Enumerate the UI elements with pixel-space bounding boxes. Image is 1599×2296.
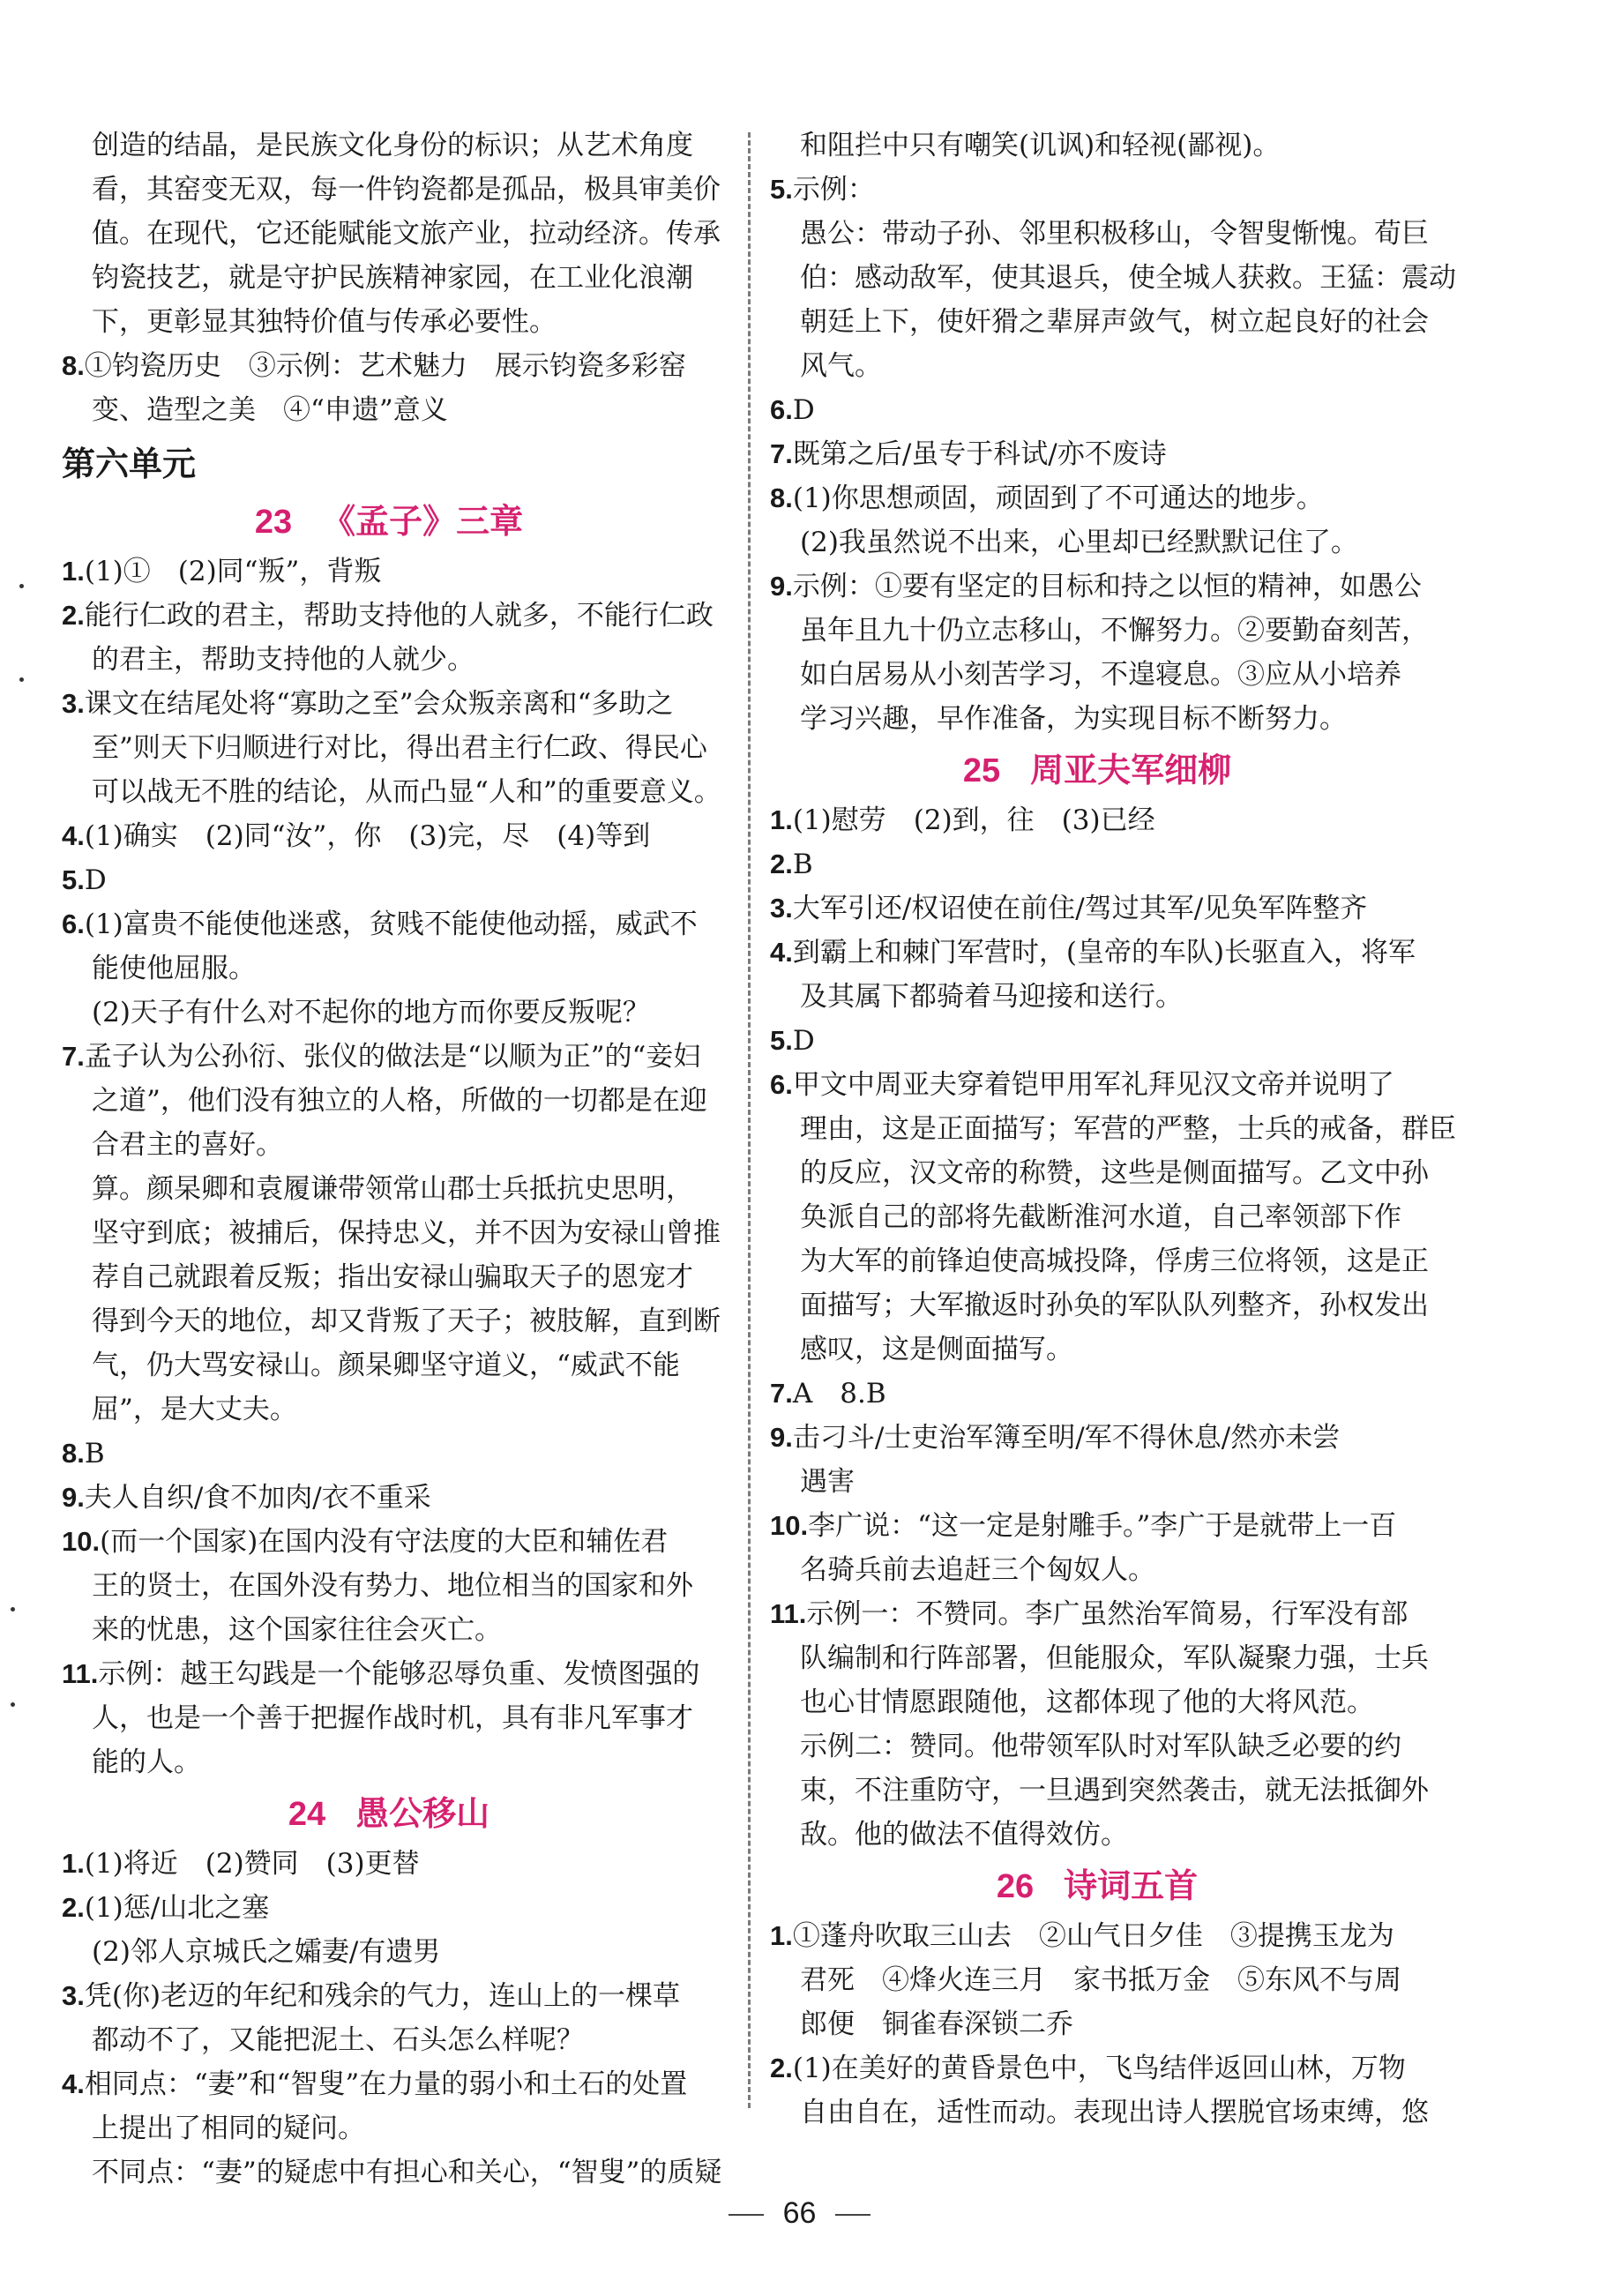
item-number: 3. [62, 1980, 85, 2011]
answer-item [62, 814, 716, 858]
answer-text: 理由，这是正面描写；军营的严整，士兵的戒备，群臣 [800, 1113, 1456, 1145]
answer-line [62, 1343, 716, 1387]
item-number: 10. [770, 1510, 809, 1541]
answer-line [62, 770, 721, 814]
answer-line [62, 1696, 716, 1740]
answer-text: 变、造型之美 ④“申遗”意义 [92, 394, 448, 426]
item-number: 3. [62, 688, 85, 719]
answer-text: D [84, 864, 107, 896]
answer-text: (1)在美好的黄昏景色中，飞鸟结伴返回山林，万物 [792, 2053, 1406, 2084]
answer-text: 大军引还/权诏使在前住/驾过其军/见奂军阵整齐 [792, 893, 1368, 924]
answer-line [62, 1123, 716, 1167]
answer-line [770, 520, 1424, 565]
answer-text: 愚公：带动子孙、邻里积极移山，令智叟惭愧。荀巨 [800, 218, 1429, 250]
answer-text: 束，不注重防守，一旦遇到突然袭击，就无法抵御外 [800, 1775, 1429, 1806]
item-number: 7. [62, 1041, 85, 1072]
answer-text: 伯：感动敌军，使其退兵，使全城人获救。王猛：震动 [800, 262, 1456, 294]
answer-text: (1)① (2)同“叛”，背叛 [84, 556, 382, 587]
answer-line [770, 2090, 1429, 2135]
answer-item [62, 550, 716, 594]
answer-text: 看，其窑变无双，每一件钧瓷都是孤品，极具审美价 [92, 174, 721, 206]
answer-line [770, 300, 1429, 344]
answer-text: 示例二：赞同。他带领军队时对军队缺乏必要的约 [800, 1731, 1401, 1762]
answer-line [62, 168, 721, 212]
margin-dot [11, 1702, 15, 1707]
answer-item [770, 565, 1424, 609]
section-title [770, 1860, 1424, 1912]
answer-text: D [792, 394, 815, 426]
answer-text: (而一个国家)在国内没有守法度的大臣和辅佐君 [100, 1526, 669, 1558]
answer-text: 的君主，帮助支持他的人就少。 [92, 644, 474, 676]
item-number: 5. [770, 174, 793, 205]
answer-text: 敌。他的做法不值得效仿。 [800, 1819, 1128, 1851]
page-footer [0, 2196, 1599, 2231]
answer-text: 朝廷上下，使奸猾之辈屏声敛气，树立起良好的社会 [800, 306, 1429, 338]
answer-item [62, 1035, 716, 1079]
right-column [770, 123, 1456, 2135]
item-number: 5. [770, 1025, 793, 1056]
answer-item [62, 682, 716, 726]
item-number: 3. [770, 893, 793, 924]
answer-text: (1)你思想顽固，顽固到了不可通达的地步。 [792, 482, 1324, 514]
answer-text: 能使他屈服。 [92, 953, 256, 984]
answer-line [770, 1195, 1424, 1239]
item-number: 9. [62, 1482, 85, 1513]
answer-text: 荐自己就跟着反叛；指出安禄山骗取天子的恩宠才 [92, 1261, 693, 1293]
answer-line [62, 1930, 716, 1974]
item-number: 7. [770, 1378, 793, 1409]
answer-item [62, 1432, 716, 1476]
answer-text: 之道”，他们没有独立的人格，所做的一切都是在迎 [92, 1085, 707, 1117]
answer-text: 及其属下都骑着马迎接和送行。 [800, 981, 1183, 1013]
answer-text: 都动不了，又能把泥土、石头怎么样呢？ [92, 2024, 584, 2056]
answer-line [770, 1283, 1429, 1327]
answer-line [770, 1460, 1424, 1504]
answer-text: 的反应，汉文帝的称赞，这些是侧面描写。乙文中孙 [800, 1157, 1429, 1189]
item-number: 11. [62, 1658, 99, 1689]
answer-item [62, 902, 716, 946]
answer-line [770, 975, 1424, 1019]
answer-text: B [792, 849, 813, 880]
answer-text: 自由自在，适性而动。表现出诗人摆脱官场束缚，悠 [800, 2097, 1429, 2128]
answer-text: 如白居易从小刻苦学习，不遑寝息。③应从小培养 [800, 659, 1401, 691]
answer-text: 甲文中周亚夫穿着铠甲用军礼拜见汉文帝并说明了 [792, 1069, 1394, 1101]
margin-dot [19, 677, 24, 682]
answer-text: 示例一：不赞同。李广虽然治军简易，行军没有部 [806, 1598, 1408, 1630]
answer-text: 屈”，是大丈夫。 [92, 1394, 297, 1425]
item-number: 6. [62, 909, 85, 939]
answer-line [62, 2018, 716, 2062]
answer-text: 得到今天的地位，却又背叛了天子；被肢解，直到断 [92, 1305, 721, 1337]
answer-line [62, 1079, 716, 1123]
answer-line [62, 726, 716, 770]
item-number: 5. [62, 864, 85, 895]
answer-item [62, 1974, 716, 2018]
answer-line [62, 991, 716, 1035]
footer-dash-right [835, 2214, 870, 2216]
answer-text: A 8.B [792, 1378, 886, 1410]
answer-item [770, 1592, 1424, 1636]
section-number: 24 [288, 1796, 326, 1833]
column-divider [748, 132, 751, 2108]
answer-item [62, 1842, 716, 1886]
answer-line [770, 1151, 1429, 1195]
answer-line [770, 1548, 1424, 1592]
answer-text: 奂派自己的部将先截断淮河水道，自己率领部下作 [800, 1201, 1401, 1233]
answer-text: 相同点：“妻”和“智叟”在力量的弱小和土石的处置 [84, 2068, 688, 2100]
answer-item [770, 931, 1424, 975]
answer-item [770, 168, 1424, 212]
answer-text: 人，也是一个善于把握作战时机，具有非凡军事才 [92, 1702, 693, 1734]
answer-text: 合君主的喜好。 [92, 1129, 283, 1161]
answer-item [62, 2062, 716, 2106]
answer-line [62, 638, 716, 682]
section-title-text: 《孟子》三章 [322, 502, 524, 541]
item-number: 1. [62, 1848, 85, 1879]
answer-text: 既第之后/虽专于科试/亦不废诗 [792, 438, 1167, 470]
answer-text: 击刁斗/士吏治军簿至明/军不得休息/然亦未尝 [792, 1422, 1341, 1454]
answer-text: (1)确实 (2)同“汝”，你 (3)完，尽 (4)等到 [84, 820, 651, 852]
margin-dot [19, 584, 24, 588]
answer-line [770, 653, 1424, 697]
section-title-text: 愚公移山 [355, 1794, 490, 1833]
answer-line [62, 1299, 721, 1343]
answer-text: 学习兴趣，早作准备，为实现目标不断努力。 [800, 703, 1347, 735]
answer-line [62, 1608, 716, 1652]
item-number: 8. [62, 1438, 85, 1469]
section-title-text: 周亚夫军细柳 [1030, 751, 1232, 789]
answer-text: (2)邻人京城氏之孀妻/有遗男 [92, 1936, 441, 1968]
answer-text: 上提出了相同的疑问。 [92, 2113, 365, 2144]
answer-line [62, 1740, 716, 1784]
answer-text: 到霸上和棘门军营时，(皇帝的车队)长驱直入，将军 [792, 937, 1416, 969]
answer-line [770, 1636, 1429, 1680]
item-number: 1. [770, 1920, 793, 1951]
answer-text: 下，更彰显其独特价值与传承必要性。 [92, 306, 557, 338]
footer-dash-left [729, 2214, 764, 2216]
item-number: 2. [770, 2053, 793, 2083]
item-number: 4. [770, 937, 793, 968]
answer-text: 示例： [792, 174, 875, 206]
section-number: 26 [996, 1868, 1035, 1905]
answer-text: 面描写；大军撤返时孙奂的军队队列整齐，孙权发出 [800, 1290, 1429, 1321]
answer-text: 孟子认为公孙衍、张仪的做法是“以顺为正”的“妾妇 [84, 1041, 701, 1073]
answer-item [62, 1886, 716, 1930]
answer-text: 名骑兵前去追赶三个匈奴人。 [800, 1554, 1155, 1586]
answer-text: ①钧瓷历史 ③示例：艺术魅力 展示钧瓷多彩窑 [84, 350, 686, 382]
answer-line [770, 1327, 1424, 1372]
answer-item [62, 1520, 716, 1564]
section-number: 23 [254, 504, 293, 541]
section-number: 25 [962, 752, 1001, 789]
answer-line [62, 1167, 716, 1211]
answer-line [770, 1724, 1424, 1769]
answer-text: 凭(你)老迈的年纪和残余的气力，连山上的一棵草 [84, 1980, 681, 2012]
answer-text: 气，仍大骂安禄山。颜杲卿坚守道义，“威武不能 [92, 1350, 680, 1381]
answer-line [62, 1255, 716, 1299]
answer-line [770, 344, 1424, 388]
answer-text: 可以战无不胜的结论，从而凸显“人和”的重要意义。 [92, 776, 721, 808]
answer-item [62, 1476, 716, 1520]
answer-text: 虽年且九十仍立志移山，不懈努力。②要勤奋刻苦， [800, 615, 1429, 647]
answer-text: 李广说：“这一定是射雕手。”李广于是就带上一百 [808, 1510, 1397, 1542]
answer-item [770, 842, 1424, 886]
answer-line [62, 300, 716, 344]
item-number: 2. [62, 600, 85, 631]
item-number: 4. [62, 820, 85, 851]
answer-text: 课文在结尾处将“寡助之至”会众叛亲离和“多助之 [84, 688, 674, 720]
answer-text: 和阻拦中只有嘲笑(讥讽)和轻视(鄙视)。 [800, 130, 1281, 161]
answer-text: 为大军的前锋迫使高城投降，俘虏三位将领，这是正 [800, 1245, 1429, 1277]
answer-line [62, 1387, 716, 1432]
answer-item [62, 344, 716, 388]
item-number: 9. [770, 1422, 793, 1453]
answer-text: 算。颜杲卿和袁履谦带领常山郡士兵抵抗史思明， [92, 1173, 693, 1205]
answer-item [770, 1063, 1424, 1107]
item-number: 6. [770, 394, 793, 425]
answer-text: 队编制和行阵部署，但能服众，军队凝聚力强，士兵 [800, 1642, 1429, 1674]
answer-line [770, 1769, 1429, 1813]
answer-line [62, 2106, 716, 2150]
answer-line [62, 1564, 716, 1608]
answer-text: 也心甘情愿跟随他，这都体现了他的大将风范。 [800, 1686, 1374, 1718]
answer-item [62, 1652, 716, 1696]
answer-text: 夫人自织/食不加肉/衣不重采 [84, 1482, 431, 1514]
answer-text: 君死 ④烽火连三月 家书抵万金 ⑤东风不与周 [800, 1964, 1401, 1996]
answer-text: 创造的结晶，是民族文化身份的标识；从艺术角度 [92, 130, 693, 161]
item-number: 11. [770, 1598, 807, 1629]
answer-text: D [792, 1025, 815, 1057]
answer-line [770, 123, 1424, 168]
answer-line [62, 212, 721, 256]
answer-text: 遇害 [800, 1466, 855, 1498]
answer-line [62, 2150, 722, 2195]
answer-line [770, 2002, 1424, 2046]
answer-text: 至”则天下归顺进行对比，得出君主行仁政、得民心 [92, 732, 707, 764]
answer-item [770, 388, 1424, 432]
item-number: 7. [770, 438, 793, 469]
answer-item [770, 1914, 1424, 1958]
answer-line [770, 1813, 1424, 1857]
answer-item [770, 432, 1424, 476]
answer-line [770, 1239, 1429, 1283]
answer-text: 来的忧患，这个国家往往会灭亡。 [92, 1614, 502, 1646]
answer-text: (2)天子有什么对不起你的地方而你要反叛呢？ [92, 997, 650, 1028]
item-number: 8. [62, 350, 85, 381]
answer-text: 郎便 铜雀春深锁二乔 [800, 2008, 1073, 2040]
unit-heading: 第六单元 [62, 445, 197, 483]
answer-line [770, 256, 1456, 300]
answer-item [62, 858, 716, 902]
item-number: 8. [770, 482, 793, 513]
item-number: 2. [770, 849, 793, 879]
answer-line [770, 697, 1424, 741]
answer-line [62, 256, 716, 300]
item-number: 1. [770, 804, 793, 835]
section-title-text: 诗词五首 [1064, 1866, 1199, 1905]
item-number: 1. [62, 556, 85, 587]
answer-item [770, 1372, 1424, 1416]
answer-text: 示例：越王勾践是一个能够忍辱负重、发愤图强的 [98, 1658, 700, 1690]
answer-item [770, 1019, 1424, 1063]
answer-line [62, 123, 716, 168]
answer-text: 能行仁政的君主，帮助支持他的人就多，不能行仁政 [84, 600, 714, 632]
answer-item [770, 1504, 1424, 1548]
answer-text: (2)我虽然说不出来，心里却已经默默记住了。 [800, 527, 1358, 558]
answer-item [770, 2046, 1424, 2090]
answer-item [770, 476, 1424, 520]
page-number: 66 [782, 2196, 817, 2230]
margin-dot [11, 1607, 15, 1612]
item-number: 4. [62, 2068, 85, 2099]
answer-text: 能的人。 [92, 1746, 201, 1778]
answer-line [62, 388, 716, 432]
answer-line [62, 946, 716, 991]
answer-line [770, 1680, 1424, 1724]
item-number: 6. [770, 1069, 793, 1100]
section-title [770, 744, 1424, 796]
answer-line [770, 212, 1429, 256]
answer-text: 坚守到底；被捕后，保持忠义，并不因为安禄山曾推 [92, 1217, 721, 1249]
answer-text: 感叹，这是侧面描写。 [800, 1334, 1073, 1365]
item-number: 9. [770, 571, 793, 602]
answer-text: 风气。 [800, 350, 882, 382]
answer-text: (1)将近 (2)赞同 (3)更替 [84, 1848, 420, 1880]
answer-line [770, 609, 1429, 653]
answer-text: (1)富贵不能使他迷惑，贫贱不能使他动摇，威武不 [84, 909, 698, 940]
answer-text: ①蓬舟吹取三山去 ②山气日夕佳 ③提携玉龙为 [792, 1920, 1394, 1952]
answer-text: 王的贤士，在国外没有势力、地位相当的国家和外 [92, 1570, 693, 1602]
answer-line [770, 1958, 1424, 2002]
left-column [62, 123, 722, 2195]
answer-text: 钧瓷技艺，就是守护民族精神家园，在工业化浪潮 [92, 262, 693, 294]
answer-item [770, 798, 1424, 842]
answer-text: (1)惩/山北之塞 [84, 1892, 270, 1924]
section-title [62, 496, 716, 548]
answer-line [770, 1107, 1456, 1151]
answer-text: (1)慰劳 (2)到，往 (3)已经 [792, 804, 1155, 836]
section-title [62, 1788, 716, 1840]
item-number: 2. [62, 1892, 85, 1923]
answer-line [62, 1211, 721, 1255]
answer-text: 示例：①要有坚定的目标和持之以恒的精神，如愚公 [792, 571, 1422, 602]
answer-text: B [84, 1438, 105, 1470]
answer-text: 不同点：“妻”的疑虑中有担心和关心，“智叟”的质疑 [92, 2157, 722, 2188]
answer-item [770, 886, 1424, 931]
item-number: 10. [62, 1526, 101, 1557]
answer-item [770, 1416, 1424, 1460]
answer-text: 值。在现代，它还能赋能文旅产业，拉动经济。传承 [92, 218, 721, 250]
answer-item [62, 594, 716, 638]
